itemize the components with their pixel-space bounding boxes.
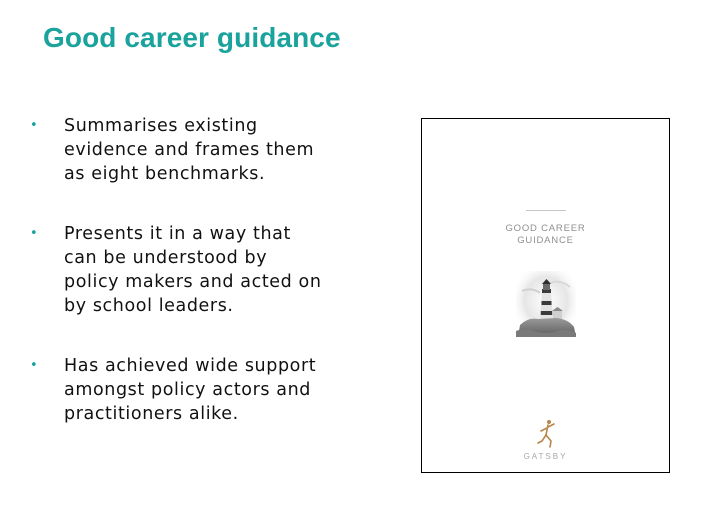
bullet-text: Summarises existing evidence and frames them as eight benchmarks. xyxy=(64,116,315,184)
bullet-item xyxy=(28,222,328,318)
bullet-item xyxy=(28,354,328,426)
slide-title: Good career guidance xyxy=(43,22,341,53)
cover-title: GOOD CAREER GUIDANCE xyxy=(505,223,586,246)
bullet-text: Presents it in a way that can be understood by policy makers and acted on by school leaders. xyxy=(64,224,322,316)
lighthouse-photo xyxy=(516,271,576,337)
bullet-item xyxy=(28,114,328,186)
running-figure-icon xyxy=(536,419,558,449)
bullet-icon: • xyxy=(30,118,39,133)
cover-divider xyxy=(526,210,566,211)
cover-brand: GATSBY xyxy=(523,452,568,461)
bullet-text: Has achieved wide support amongst policy actors and practitioners alike. xyxy=(64,356,317,424)
bullet-list xyxy=(28,114,328,426)
bullet-icon: • xyxy=(30,358,39,373)
report-cover-image xyxy=(421,118,670,473)
bullet-icon: • xyxy=(30,226,39,241)
